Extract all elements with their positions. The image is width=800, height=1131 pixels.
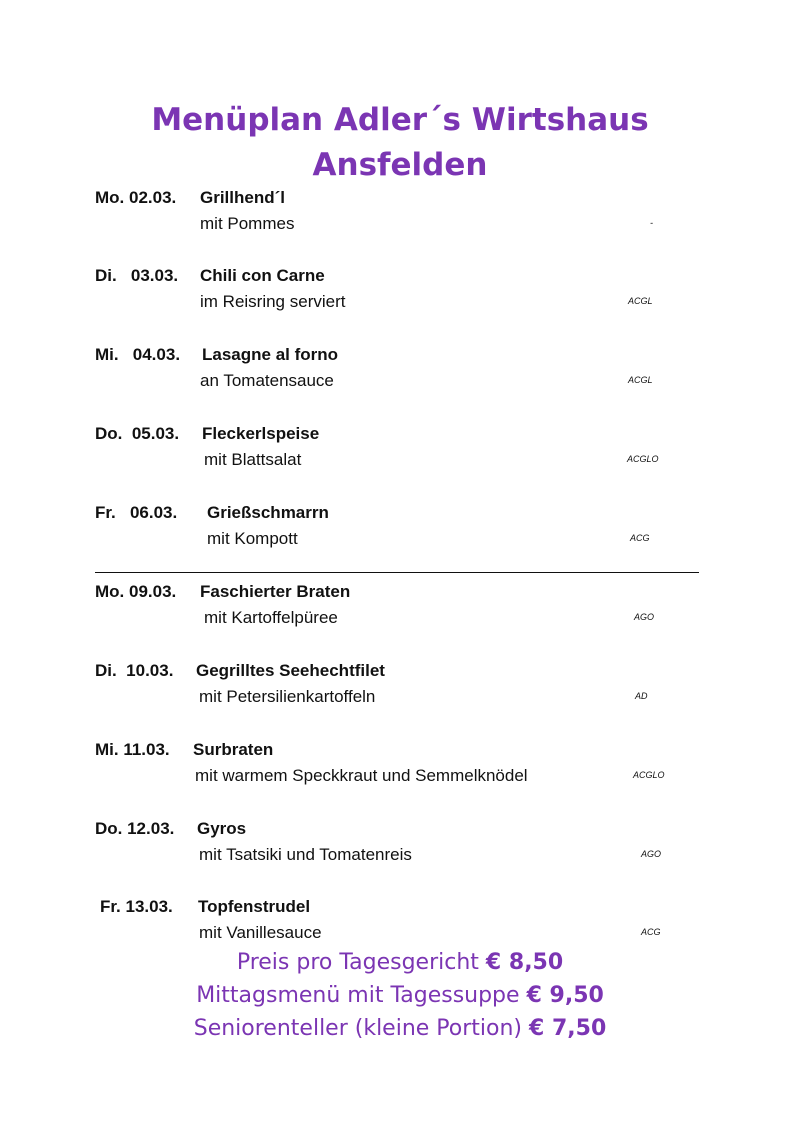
price-amount: € 9,50 [526, 983, 604, 1008]
allergen-codes: AD [635, 691, 648, 701]
allergen-codes: ACGLO [633, 770, 665, 780]
allergen-codes: ACG [630, 533, 650, 543]
allergen-codes: AGO [634, 612, 655, 622]
side-dish: mit Kompott [207, 529, 298, 548]
price-line [0, 983, 800, 1008]
menu-day [0, 188, 800, 248]
menu-day [0, 819, 800, 879]
side-dish: mit Tsatsiki und Tomatenreis [199, 845, 412, 864]
menu-day [0, 503, 800, 563]
menu-day [0, 266, 800, 326]
day-label: Fr. 13.03. [100, 897, 173, 916]
allergen-codes: - [650, 218, 653, 228]
side-dish: mit Petersilienkartoffeln [199, 687, 376, 706]
price-amount: € 8,50 [485, 950, 564, 975]
menu-title-line1: Menüplan Adler´s Wirtshaus [151, 102, 649, 138]
dish-name: Grießschmarrn [207, 503, 329, 522]
price-label: Seniorenteller (kleine Portion) [193, 1016, 523, 1041]
price-label: Mittagsmenü mit Tagessuppe [196, 983, 520, 1008]
side-dish: an Tomatensauce [200, 371, 334, 390]
dish-name: Faschierter Braten [200, 582, 351, 601]
day-label: Di. 03.03. [95, 266, 179, 285]
dish-name: Gyros [197, 819, 247, 838]
side-dish: mit Kartoffelpüree [204, 608, 338, 627]
week-divider [95, 572, 699, 573]
allergen-codes: ACG [641, 927, 661, 937]
menu-day [0, 582, 800, 642]
allergen-codes: AGO [641, 849, 662, 859]
side-dish: mit Pommes [200, 214, 295, 233]
dish-name: Surbraten [193, 740, 274, 759]
allergen-codes: ACGL [628, 296, 653, 306]
menu-day [0, 661, 800, 721]
dish-name: Chili con Carne [200, 266, 325, 285]
day-label: Mi. 04.03. [95, 345, 181, 364]
dish-name: Fleckerlspeise [202, 424, 320, 443]
price-line [0, 1016, 800, 1041]
side-dish: mit Blattsalat [204, 450, 302, 469]
dish-name: Topfenstrudel [198, 897, 311, 916]
menu-day [0, 424, 800, 484]
day-label: Mo. 02.03. [95, 188, 177, 207]
day-label: Mi. 11.03. [95, 740, 170, 759]
dish-name: Grillhend´l [200, 188, 285, 207]
price-label: Preis pro Tagesgericht [236, 950, 479, 975]
allergen-codes: ACGL [628, 375, 653, 385]
allergen-codes: ACGLO [627, 454, 659, 464]
day-label: Di. 10.03. [95, 661, 174, 680]
menu-title-line2: Ansfelden [312, 147, 488, 183]
day-label: Mo. 09.03. [95, 582, 177, 601]
day-label: Do. 12.03. [95, 819, 175, 838]
price-amount: € 7,50 [529, 1016, 607, 1041]
day-label: Do. 05.03. [95, 424, 180, 443]
side-dish: mit Vanillesauce [199, 923, 322, 942]
day-label: Fr. 06.03. [95, 503, 178, 522]
menu-day [0, 897, 800, 957]
price-line [0, 950, 800, 975]
side-dish: mit warmem Speckkraut und Semmelknödel [195, 766, 528, 785]
menu-day [0, 345, 800, 405]
dish-name: Lasagne al forno [202, 345, 339, 364]
dish-name: Gegrilltes Seehechtfilet [196, 661, 385, 680]
side-dish: im Reisring serviert [200, 292, 346, 311]
menu-day [0, 740, 800, 800]
